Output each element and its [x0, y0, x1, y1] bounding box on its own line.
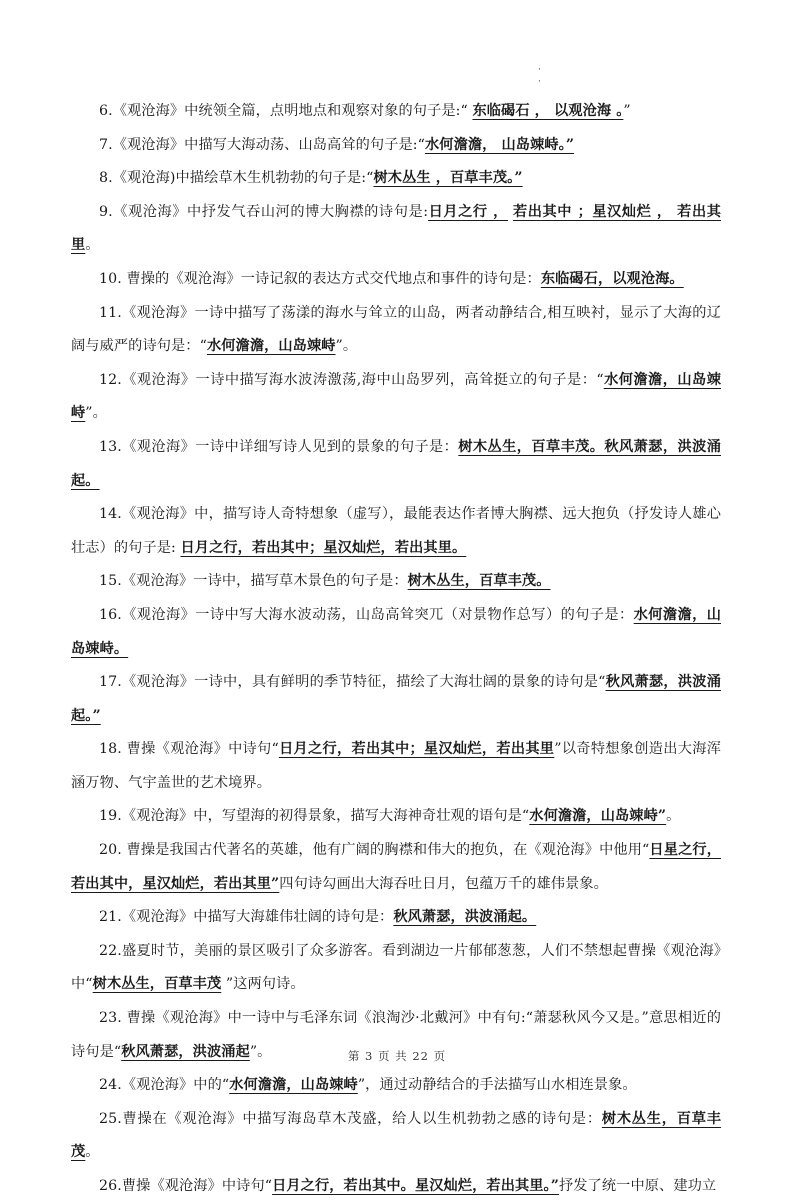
question-item: [71, 162, 721, 196]
question-item: [71, 263, 721, 297]
question-text: 8.《观沧海)中描绘草木生机勃勃的句子是:“: [99, 170, 374, 187]
answer-text: 水何澹澹，山岛竦峙。: [71, 606, 721, 657]
answer-text: 树木丛生，百草丰茂: [71, 1110, 721, 1161]
question-item: [71, 297, 721, 364]
question-text: ”这两句诗。: [221, 976, 305, 993]
answer-text: 东临碣石，以观沧海。: [540, 270, 684, 287]
answer-text: 秋风萧瑟，洪波涌起: [121, 1043, 250, 1060]
question-item: [71, 1103, 721, 1170]
answer-text: 水何澹澹， 山岛竦峙。”: [425, 136, 575, 153]
question-text: 12.《观沧海》一诗中描写海水波涛激荡,海中山岛罗列，高耸挺立的句子是：“: [99, 371, 604, 388]
answer-text: 日月之行，若出其中；星汉灿烂，若出其里: [278, 741, 555, 758]
question-item: [71, 431, 721, 498]
question-text: 7.《观沧海》中描写大海动荡、山岛高耸的句子是:“: [99, 136, 426, 153]
answer-text: 秋风萧瑟，洪波涌起。: [393, 909, 537, 926]
question-item: [71, 498, 721, 565]
question-text: ”，通过动静结合的手法描写山水相连景象。: [357, 1077, 637, 1094]
question-text: 。: [666, 808, 681, 825]
question-text: 21.《观沧海》中描写大海雄伟壮阔的诗句是：: [99, 909, 394, 926]
question-item: [71, 1069, 721, 1103]
answer-text: 水何澹澹，山岛竦峙: [206, 338, 336, 355]
question-text: 19.《观沧海》中，写望海的初得景象，描写大海神奇壮观的语句是“: [99, 808, 530, 825]
question-text: 17.《观沧海》一诗中，具有鲜明的季节特征，描绘了大海壮阔的景象的诗句是“: [99, 674, 606, 691]
question-text: ”。: [335, 338, 358, 355]
question-text: 23. 曹操《观沧海》中一诗中与毛泽东词《浪淘沙·北戴河》中有句:“萧瑟秋风今又是。”意思相近的诗句是“: [71, 1010, 721, 1060]
answer-text: 树木丛生 ，百草丰茂。”: [373, 170, 523, 187]
question-item: [71, 196, 721, 263]
answer-text: 水何澹澹，山岛竦峙: [71, 371, 721, 422]
answer-text: 若出其中 ；星汉灿烂 ， 若出其里: [71, 203, 721, 254]
question-item: [71, 129, 721, 163]
answer-text: 树木丛生，百草丰茂。: [407, 573, 551, 590]
question-text: 16.《观沧海》一诗中写大海水波动荡，山岛高耸突兀（对景物作总写）的句子是：: [99, 606, 634, 623]
question-text: 22.盛夏时节，美丽的景区吸引了众多游客。看到湖边一片郁郁葱葱，人们不禁想起曹操《观沧海》中“: [71, 942, 721, 993]
question-text: 9.《观沧海》中抒发气吞山河的博大胸襟的诗句是:: [99, 203, 429, 220]
question-text: 15.《观沧海》一诗中，描写草木景色的句子是：: [99, 573, 408, 590]
question-text: 。: [85, 237, 100, 254]
answer-text: 树木丛生，百草丰茂。秋风萧瑟，洪波涌起。: [71, 438, 721, 489]
question-item: [71, 800, 721, 834]
question-item: [71, 364, 721, 431]
question-text: ”。: [85, 405, 107, 422]
document-body: [71, 95, 721, 1204]
answer-text: 水何澹澹，山岛竦峙”: [529, 808, 667, 825]
question-item: [71, 935, 721, 1002]
question-text: 。: [85, 1144, 100, 1161]
answer-text: 日星之行，若出其中，星汉灿烂，若出其里”: [71, 842, 721, 892]
question-item: [71, 95, 721, 129]
question-text: 11.《观沧海》一诗中描写了荡漾的海水与耸立的山岛，两者动静结合,相互映衬，显示了大海的辽阔与威严的诗句是：“: [71, 304, 721, 355]
question-text: 18. 曹操《观沧海》中诗句“: [99, 741, 279, 758]
question-text: 24.《观沧海》中的“: [99, 1077, 230, 1094]
question-text: 13.《观沧海》一诗中详细写诗人见到的景象的句子是：: [99, 438, 459, 455]
question-text: ”: [623, 103, 631, 119]
answer-text: 树木丛生，百草丰茂: [92, 976, 222, 993]
answer-text: 日月之行，若出其中。星汉灿烂，若出其里。”: [272, 1178, 560, 1194]
answer-text: 日月之行，若出其中；星汉灿烂，若出其里。: [180, 539, 467, 556]
question-text: 10. 曹操的《观沧海》一诗记叙的表达方式交代地点和事件的诗句是：: [99, 270, 541, 287]
question-text: 抒发了统一中原、建功立: [559, 1178, 717, 1194]
question-item: [71, 901, 721, 935]
question-text: 14.《观沧海》中，描写诗人奇特想象（虚写），最能表达作者博大胸襟、远大抱负（抒发诗人雄心壮志）的句子是:: [71, 506, 721, 556]
answer-text: 日月之行 ，: [428, 203, 508, 220]
question-item: [71, 1170, 721, 1204]
question-text: 25.曹操在《观沧海》中描写海岛草木茂盛，给人以生机勃勃之感的诗句是：: [99, 1110, 602, 1127]
question-item: [71, 733, 721, 800]
question-text: 6.《观沧海》中统领全篇，点明地点和观察对象的句子是:“: [99, 103, 473, 119]
question-text: ”以奇特想象创造出大海浑涵万物、气宇盖世的艺术境界。: [71, 741, 721, 791]
question-text: 26.曹操《观沧海》中诗句“: [99, 1178, 273, 1194]
question-item: [71, 834, 721, 901]
header-dots: · ·: [538, 65, 541, 87]
question-text: ”。: [249, 1043, 272, 1060]
question-item: [71, 666, 721, 733]
question-text: 20. 曹操是我国古代著名的英雄，他有广阔的胸襟和伟大的抱负，在《观沧海》中他用“: [99, 842, 650, 859]
answer-text: 水何澹澹，山岛竦峙: [229, 1077, 358, 1094]
question-item: [71, 565, 721, 599]
question-text: 四句诗勾画出大海吞吐日月，包蕴万千的雄伟景象。: [279, 875, 608, 892]
page-number: 第 3 页 共 22 页: [347, 1049, 447, 1063]
question-item: [71, 599, 721, 666]
answer-text: 秋风萧瑟，洪波涌起。”: [71, 674, 721, 724]
answer-text: 东临碣石 ， 以观沧海 。: [472, 103, 624, 119]
